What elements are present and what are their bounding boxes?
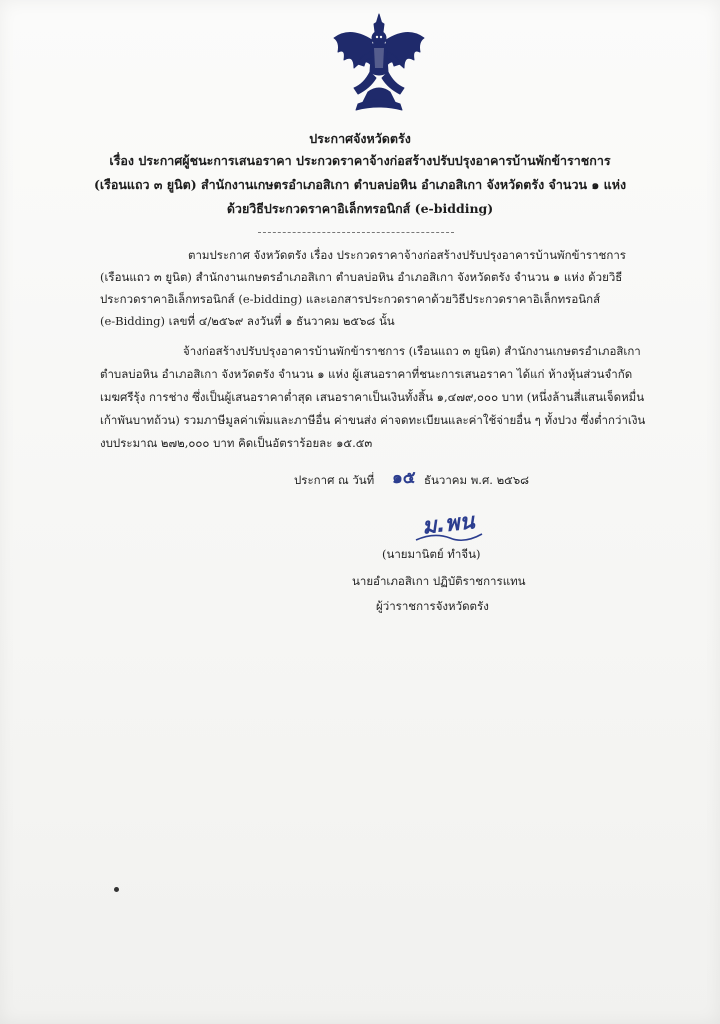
- signature-scribble: ม.พน: [420, 509, 476, 540]
- announce-day-handwritten: ๑๕: [392, 468, 416, 488]
- heading-subject-line-1: เรื่อง ประกาศผู้ชนะการเสนอราคา ประกวดราคาจ้างก่อสร้างปรับปรุงอาคารบ้านพักข้าราชการ: [109, 153, 611, 168]
- paragraph1-line4: (e-Bidding) เลขที่ ๔/๒๕๖๙ ลงวันที่ ๑ ธันวาคม ๒๕๖๘ นั้น: [100, 314, 395, 328]
- paragraph2-line4: เก้าพันบาทถ้วน) รวมภาษีมูลค่าเพิ่มและภาษีอื่น ค่าขนส่ง ค่าจดทะเบียนและค่าใช้จ่ายอื่น ๆ ทั้งปวง ซึ่งต่ำกว่าเงิน: [100, 413, 646, 427]
- heading-subject-line-3: ด้วยวิธีประกวดราคาอิเล็กทรอนิกส์ (e-bidding): [226, 201, 494, 216]
- signer-position-line1: นายอำเภอสิเกา ปฏิบัติราชการแทน: [352, 574, 526, 588]
- paragraph2-line1: จ้างก่อสร้างปรับปรุงอาคารบ้านพักข้าราชการ (เรือนแถว ๓ ยูนิต) สำนักงานเกษตรอำเภอสิเกา: [183, 344, 641, 358]
- signer-position-line2: ผู้ว่าราชการจังหวัดตรัง: [376, 599, 489, 613]
- garuda-emblem-icon: [330, 12, 428, 112]
- heading-title: ประกาศจังหวัดตรัง: [309, 131, 411, 146]
- signer-name: (นายมานิตย์ ทำจีน): [382, 547, 481, 561]
- paragraph2-line5: งบประมาณ ๒๗๒,๐๐๐ บาท คิดเป็นอัตราร้อยละ ๑๕.๕๓: [100, 436, 373, 450]
- scan-speck: [114, 887, 119, 892]
- signature-stroke-icon: [414, 528, 484, 546]
- paragraph1-line1: ตามประกาศ จังหวัดตรัง เรื่อง ประกวดราคาจ้างก่อสร้างปรับปรุงอาคารบ้านพักข้าราชการ: [188, 248, 626, 262]
- paragraph1-line3: ประกวดราคาอิเล็กทรอนิกส์ (e-bidding) และเอกสารประกวดราคาด้วยวิธีประกวดราคาอิเล็กทรอนิกส์: [100, 292, 601, 306]
- announce-date-prefix: ประกาศ ณ วันที่: [294, 473, 375, 487]
- paragraph1-line2: (เรือนแถว ๓ ยูนิต) สำนักงานเกษตรอำเภอสิเกา ตำบลบ่อหิน อำเภอสิเกา จังหวัดตรัง จำนวน ๑ แห่ง ด้วยวิธี: [100, 270, 623, 284]
- heading-subject-line-2: (เรือนแถว ๓ ยูนิต) สำนักงานเกษตรอำเภอสิเกา ตำบลบ่อหิน อำเภอสิเกา จังหวัดตรัง จำนวน ๑ แห่ง: [93, 177, 627, 192]
- paragraph2-line3: เมฆศรีรุ้ง การช่าง ซึ่งเป็นผู้เสนอราคาต่ำสุด เสนอราคาเป็นเงินทั้งสิ้น ๑,๔๗๙,๐๐๐ บาท (หนึ่งล้านสี่แสนเจ็ดหมื่น: [100, 390, 645, 404]
- paragraph2-line2: ตำบลบ่อหิน อำเภอสิเกา จังหวัดตรัง จำนวน ๑ แห่ง ผู้เสนอราคาที่ชนะการเสนอราคา ได้แก่ ห้างหุ้นส่วนจำกัด: [100, 367, 633, 381]
- announce-date-suffix: ธันวาคม พ.ศ. ๒๕๖๘: [424, 473, 530, 487]
- heading-divider: [258, 232, 454, 233]
